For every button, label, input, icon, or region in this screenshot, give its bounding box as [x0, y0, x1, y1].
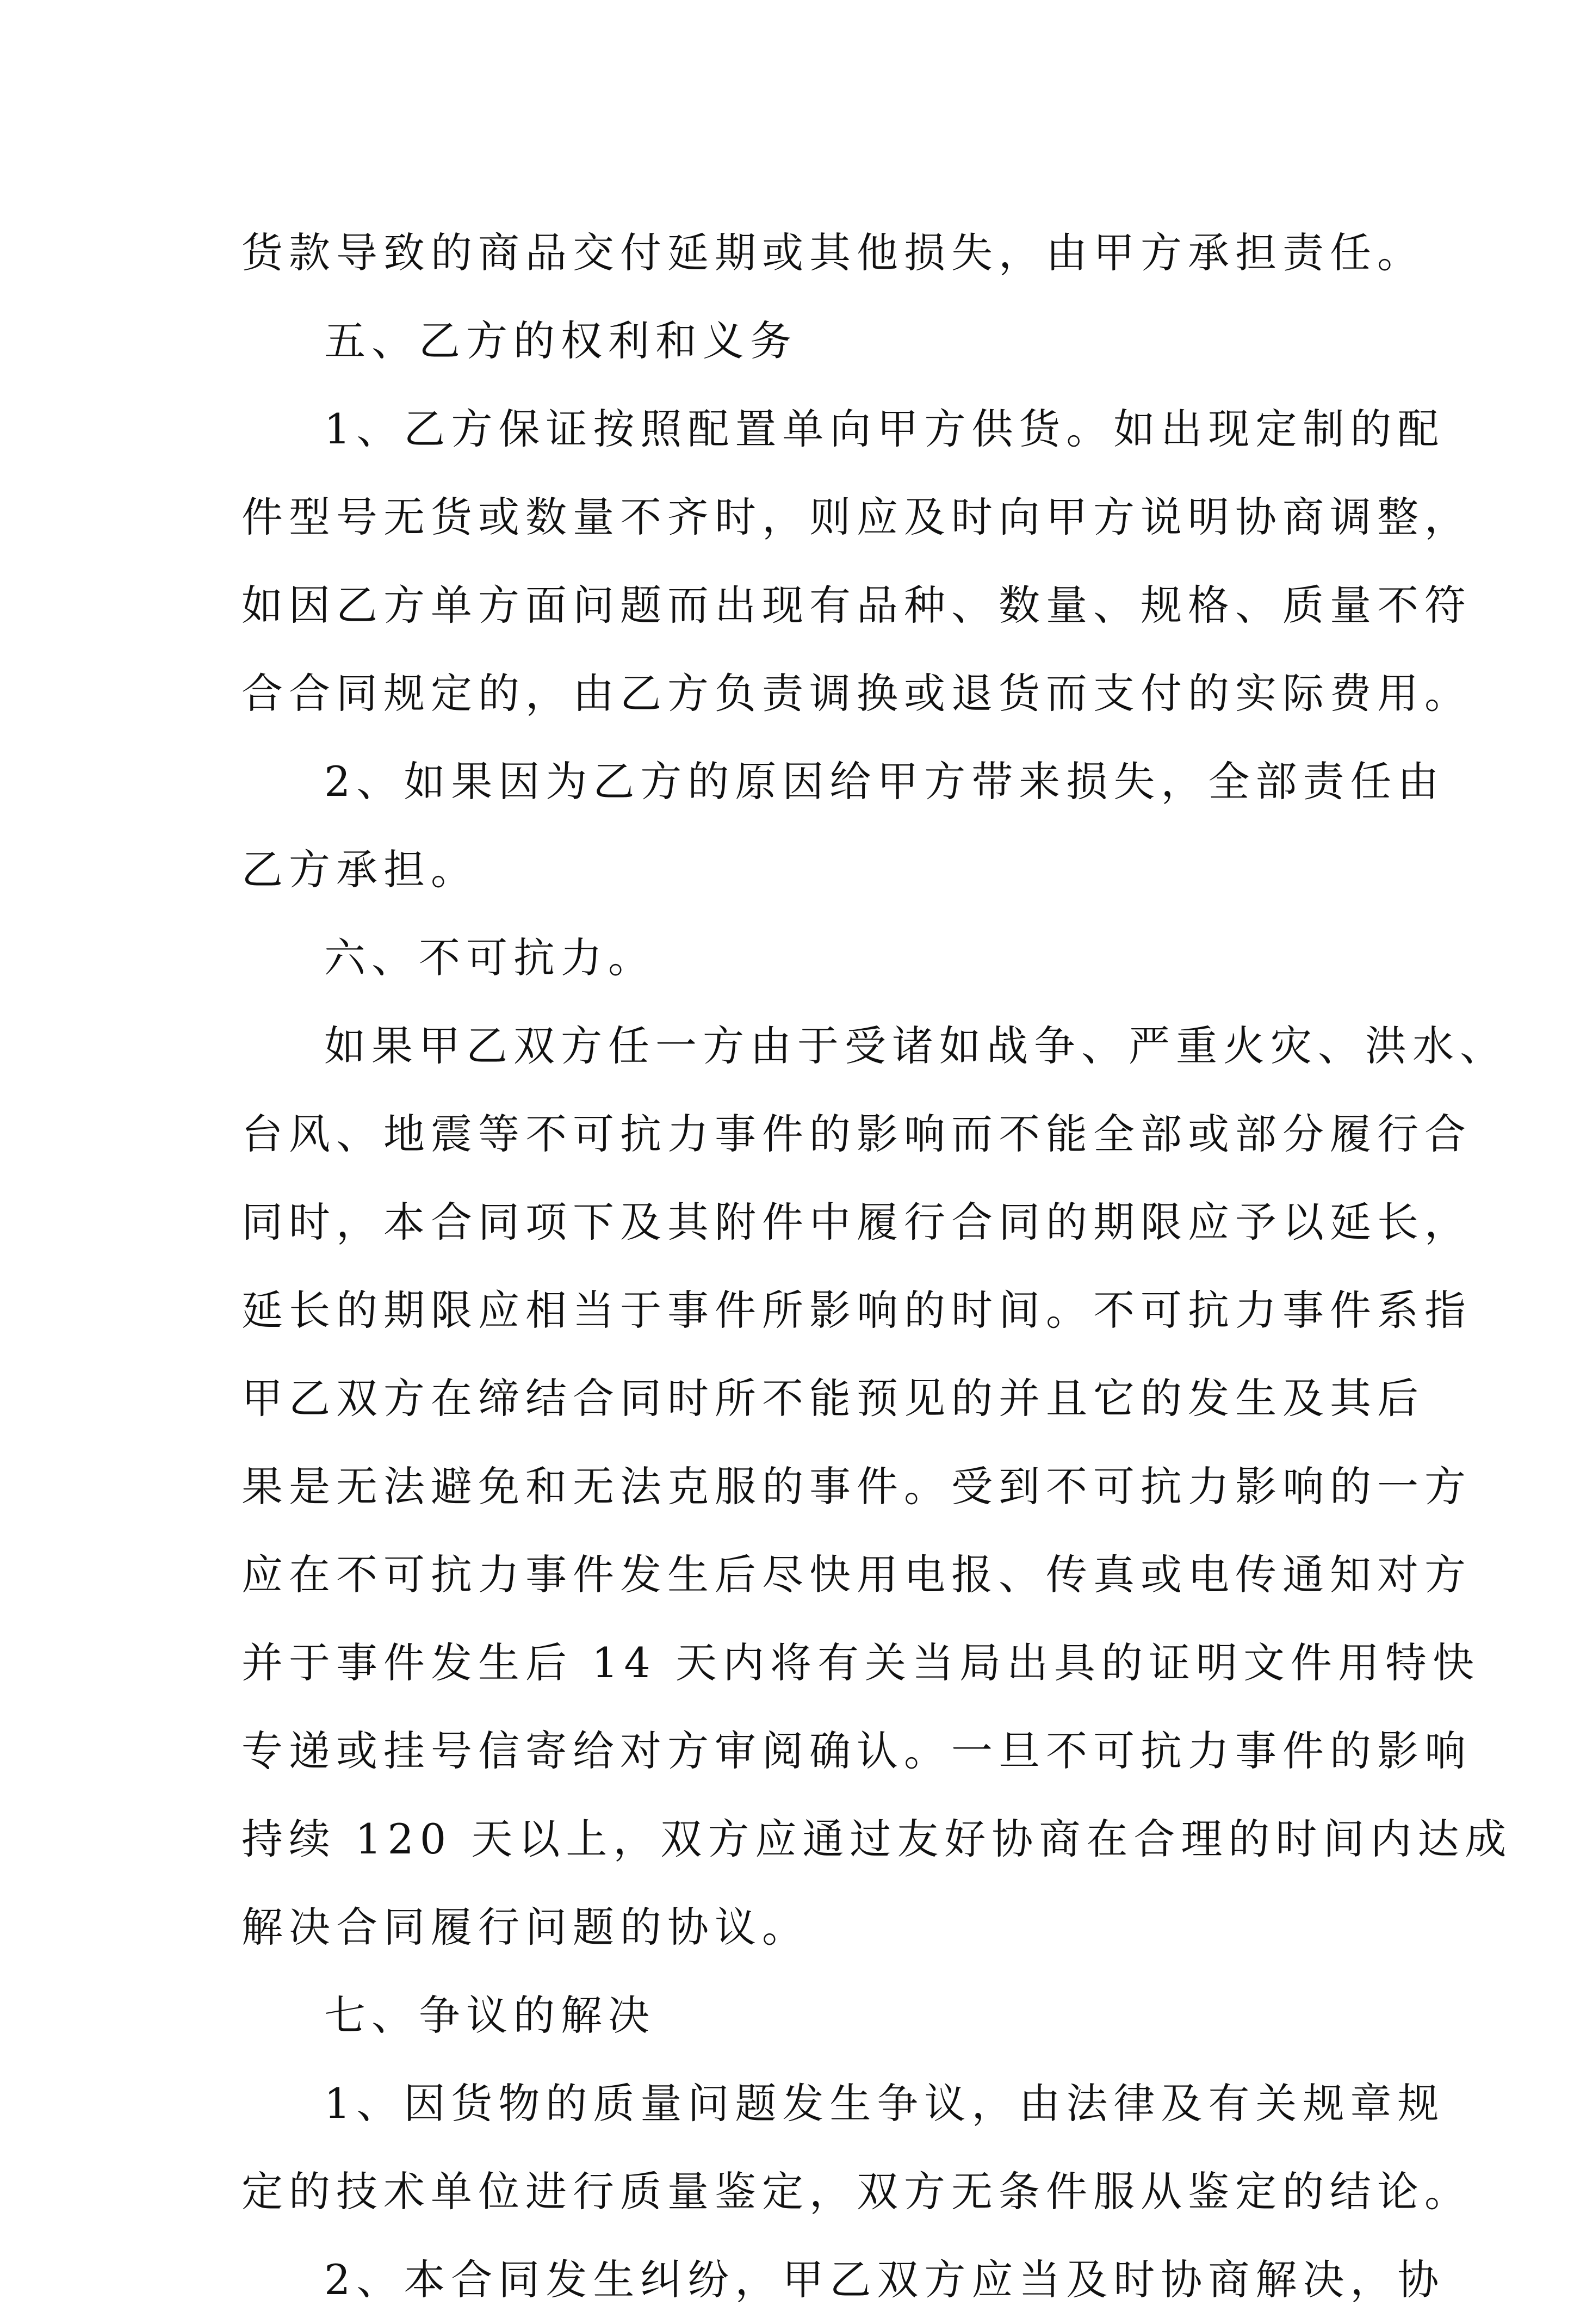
- paragraph-line: 持续 120 天以上，双方应通过友好协商在合理的时间内达成: [241, 1815, 1513, 1863]
- section-heading: 六、不可抗力。: [324, 934, 655, 982]
- paragraph-line: 2、如果因为乙方的原因给甲方带来损失，全部责任由: [324, 757, 1445, 806]
- paragraph-line: 台风、地震等不可抗力事件的影响而不能全部或部分履行合: [241, 1110, 1472, 1158]
- paragraph-line: 1、乙方保证按照配置单向甲方供货。如出现定制的配: [324, 405, 1445, 453]
- section-heading: 七、争议的解决: [324, 1991, 655, 2039]
- paragraph-line: 货款导致的商品交付延期或其他损失，由甲方承担责任。: [241, 228, 1424, 277]
- paragraph-line: 应在不可抗力事件发生后尽快用电报、传真或电传通知对方: [241, 1550, 1472, 1599]
- paragraph-line: 解决合同履行问题的协议。: [241, 1903, 809, 1951]
- paragraph-line: 2、本合同发生纠纷，甲乙双方应当及时协商解决，协: [324, 2255, 1445, 2304]
- paragraph-line: 定的技术单位进行质量鉴定，双方无条件服从鉴定的结论。: [241, 2167, 1472, 2216]
- paragraph-line: 1、因货物的质量问题发生争议，由法律及有关规章规: [324, 2079, 1445, 2128]
- contract-text: [241, 209, 1513, 2324]
- paragraph-line: 果是无法避免和无法克服的事件。受到不可抗力影响的一方: [241, 1462, 1472, 1511]
- paragraph-line: 乙方承担。: [241, 845, 478, 894]
- paragraph-line: 延长的期限应相当于事件所影响的时间。不可抗力事件系指: [241, 1286, 1472, 1334]
- paragraph-line: 同时，本合同项下及其附件中履行合同的期限应予以延长，: [241, 1198, 1472, 1246]
- paragraph-line: 专递或挂号信寄给对方审阅确认。一旦不可抗力事件的影响: [241, 1727, 1472, 1775]
- section-heading: 五、乙方的权利和义务: [324, 317, 797, 365]
- paragraph-line: 甲乙双方在缔结合同时所不能预见的并且它的发生及其后: [241, 1374, 1424, 1423]
- paragraph-line: 如果甲乙双方任一方由于受诸如战争、严重火灾、洪水、: [324, 1022, 1507, 1070]
- paragraph-line: 并于事件发生后 14 天内将有关当局出具的证明文件用特快: [241, 1639, 1480, 1687]
- paragraph-line: 如因乙方单方面问题而出现有品种、数量、规格、质量不符: [241, 581, 1472, 629]
- paragraph-line: 合合同规定的，由乙方负责调换或退货而支付的实际费用。: [241, 669, 1472, 718]
- paragraph-line: 件型号无货或数量不齐时，则应及时向甲方说明协商调整，: [241, 493, 1472, 541]
